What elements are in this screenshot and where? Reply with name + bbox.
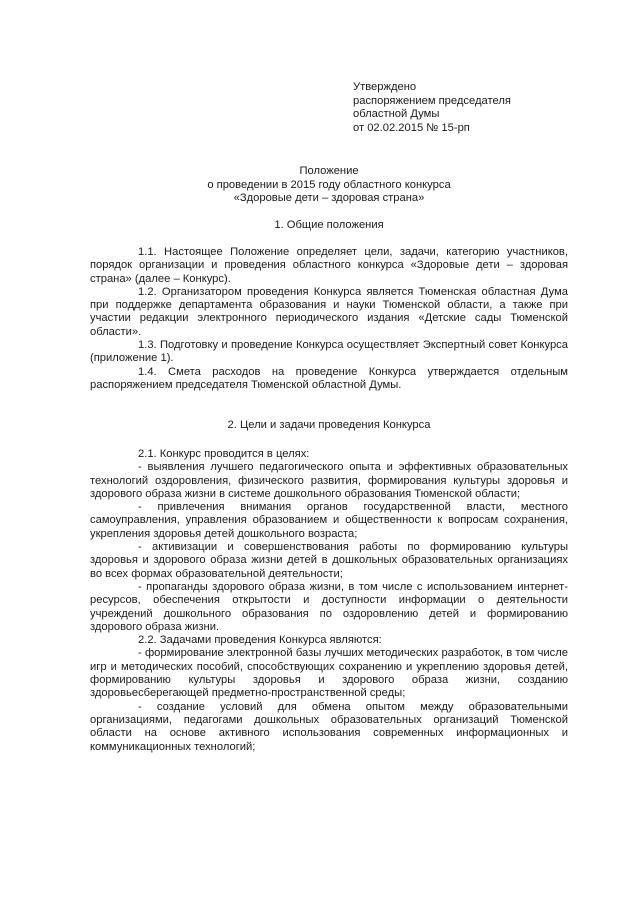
list-item: - формирование электронной базы лучших методических разработок, в том числе игр и методических пособий, способствующих сохранению и укреплению здоровья детей, формированию культуры здоровья и здорового образа жизни, созданию здоровьесберегающей предметно-пространственной среды; (90, 647, 568, 700)
approval-line: Утверждено (353, 81, 417, 93)
list-item: - пропаганды здорового образа жизни, в том числе с использованием интернет-ресурсов, обеспечения открытости и доступности информации о деятельности учреждений дошкольного образования по оздоровлению детей и формированию здорового образа жизни. (90, 580, 568, 633)
list-item: - выявления лучшего педагогического опыта и эффективных образовательных технологий оздоровления, физического развития, формирования культуры здоровья и здорового образа жизни в системе дошкольного образования Тюменской области; (90, 461, 568, 500)
approval-stamp (353, 81, 593, 135)
paragraph: 1.4. Смета расходов на проведение Конкурса утверждается отдельным распоряжением председателя Тюменской областной Думы. (90, 365, 568, 391)
paragraph: 1.3. Подготовку и проведение Конкурса осуществляет Экспертный совет Конкурса (приложение 1). (90, 339, 568, 365)
title-line: «Здоровые дети – здоровая страна» (233, 192, 425, 204)
approval-line: от 02.02.2015 № 15-рп (353, 121, 470, 134)
list-item: - привлечения внимания органов государственной власти, местного самоуправления, управления образованием и общественности к вопросам сохранения, укрепления здоровья детей дошкольного возраста; (90, 501, 568, 540)
paragraph: 1.2. Организатором проведения Конкурса является Тюменская областная Дума при поддержке департамента образования и науки Тюменской области, а также при участии редакции электронного периодического издания «Детские сады Тюменской области». (90, 285, 568, 338)
list-item: - активизации и совершенствования работы по формированию культуры здоровья и здорового образа жизни детей в дошкольных образовательных организациях во всех формах образовательной деятельности; (90, 541, 568, 580)
paragraph: 1.1. Настоящее Положение определяет цели, задачи, категорию участников, порядок организации и проведения областного конкурса «Здоровые дети – здоровая страна» (далее – Конкурс). (90, 246, 568, 285)
section-general-body (90, 246, 568, 392)
document-title (90, 165, 568, 206)
section-heading-goals: 2. Цели и задачи проведения Конкурса (227, 419, 431, 431)
section-heading-general: 1. Общие положения (274, 219, 384, 231)
title-line: Положение (299, 165, 359, 177)
paragraph: 2.2. Задачами проведения Конкурса являются: (138, 634, 382, 647)
approval-line: распоряжением председателя (353, 94, 511, 107)
paragraph: 2.1. Конкурс проводится в целях: (138, 448, 310, 460)
list-item: - создание условий для обмена опытом между образовательными организациями, педагогами дошкольных образовательных организаций Тюменской области на основе активного использования современных информационных и коммуникационных технологий; (90, 700, 568, 753)
section-goals-body (90, 448, 568, 754)
title-line: о проведении в 2015 году областного конкурса (207, 178, 451, 191)
approval-line: областной Думы (353, 108, 440, 120)
